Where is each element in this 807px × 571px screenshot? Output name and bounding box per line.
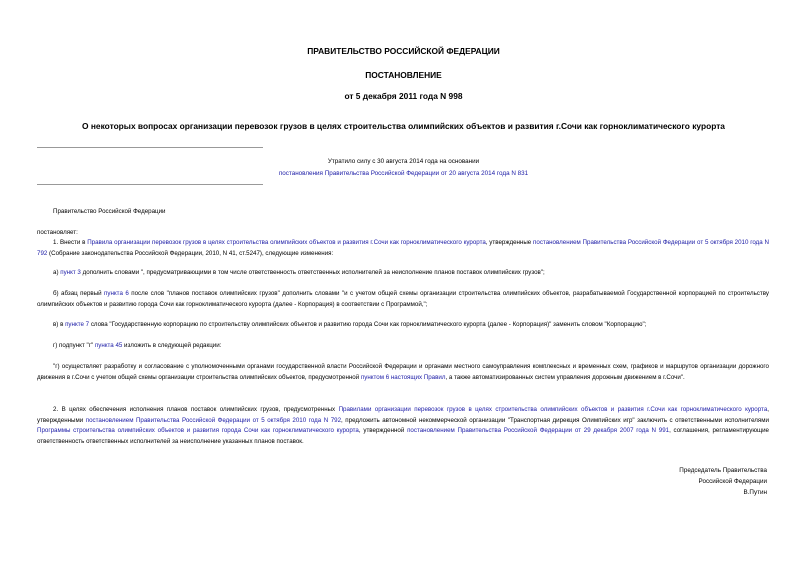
link-item-7[interactable]: пункте 7	[65, 321, 90, 328]
signature-position-line1: Председатель Правительства	[679, 467, 767, 474]
paragraph-quote: "г) осуществляет разработку и согласование с уполномоченными органами государственной власти Российской Федерации и органами местного самоуправления комплексных и временных схем, графиков и маршрутов организации дорожного движения в г.Сочи с учетом общей схемы организации строительства олимпийских объектов, предусмотренной пунктом 6 настоящих Правил, а также автоматизированных систем управления дорожным движением в г.Сочи".	[37, 363, 769, 381]
paragraph-v: в) в пункте 7 слова "Государственную корпорацию по строительству олимпийских объектов и развитию города Сочи как горноклиматического курорта (далее - Корпорация)" заменить словом "Корпорацию";	[53, 321, 647, 328]
signature-position-line2: Российской Федерации	[698, 478, 767, 485]
link-decree-991[interactable]: постановлением Правительства Российской Федерации от 29 декабря 2007 года N 991	[407, 427, 670, 435]
link-item-6-rules[interactable]: пунктом 6 настоящих Правил	[360, 373, 446, 381]
divider-top	[37, 147, 263, 148]
link-item-45[interactable]: пункта 45	[94, 342, 123, 349]
signature-block	[679, 465, 767, 498]
issuer-text: Правительство Российской Федерации	[53, 208, 166, 215]
link-decree-792[interactable]: постановлением Правительства Российской Федерации от 5 октября 2010 года N 792	[37, 239, 769, 257]
government-name: ПРАВИТЕЛЬСТВО РОССИЙСКОЙ ФЕДЕРАЦИИ	[307, 46, 500, 56]
link-transport-rules-2[interactable]: Правилами организации перевозок грузов в целях строительства олимпийских объектов и развития г.Сочи как горноклиматического курорта	[338, 406, 768, 413]
link-transport-rules[interactable]: Правила организации перевозок грузов в целях строительства олимпийских объектов и развития г.Сочи как горноклиматического курорта	[87, 239, 486, 246]
divider-bottom	[37, 184, 263, 185]
paragraph-a: а) пункт 3 дополнить словами ", предусматривающими в том числе ответственность ответственных исполнителей за неисполнение планов поставок олимпийских грузов";	[53, 269, 545, 276]
link-olympic-program[interactable]: Программы строительства олимпийских объектов и развития города Сочи как горноклиматического курорта	[37, 427, 359, 435]
status-note-text: Утратило силу с 30 августа 2014 года на основании	[327, 158, 480, 165]
link-item-6[interactable]: пункта 6	[104, 290, 129, 297]
paragraph-1: 1. Внести в Правила организации перевозок грузов в целях строительства олимпийских объектов и развития г.Сочи как горноклиматического курорта, утвержденные постановлением Правительства Российской Федерации от 5 октября 2010 года N 792 (Собрание законодательства Российской Федерации, 2010, N 41, ст.5247), следующие изменения:	[37, 239, 769, 257]
document-type: ПОСТАНОВЛЕНИЕ	[365, 70, 442, 80]
signature-name: В.Путин	[743, 489, 767, 496]
paragraph-g: г) подпункт "г" пункта 45 изложить в следующей редакции:	[53, 342, 222, 349]
paragraph-b: б) абзац первый пункта 6 после слов "планов поставок олимпийских грузов" дополнить словами "и с учетом общей схемы организации строительства олимпийских объектов, разрабатываемой Государственной корпорацией по строительству олимпийских объектов и развитию города Сочи как горноклиматического курорта (далее - Корпорация) в соответствии с Программой,";	[37, 290, 769, 308]
document-date-number: от 5 декабря 2011 года N 998	[344, 91, 463, 101]
paragraph-2: 2. В целях обеспечения исполнения планов поставок олимпийских грузов, предусмотренных Правилами организации перевозок грузов в целях строительства олимпийских объектов и развития г.Сочи как горноклиматического курорта, утвержденными постановлением Правительства Российской Федерации от 5 октября 2010 года N 792, предложить автономной некоммерческой организации "Транспортная дирекция Олимпийских игр" заключить с ответственными исполнителями Программы строительства олимпийских объектов и развития города Сочи как горноклиматического курорта, утвержденной постановлением Правительства Российской Федерации от 29 декабря 2007 года N 991, соглашения, регламентирующие ответственность ответственных исполнителей за неисполнение указанных планов поставок.	[37, 406, 769, 446]
decrees-text: постановляет:	[37, 229, 78, 236]
document-title: О некоторых вопросах организации перевозок грузов в целях строительства олимпийских объектов и развития г.Сочи как горноклиматического курорта	[82, 121, 725, 131]
link-decree-792-2[interactable]: постановлением Правительства Российской Федерации от 5 октября 2010 года N 792	[85, 416, 342, 424]
link-item-3[interactable]: пункт 3	[60, 269, 81, 276]
status-note-link[interactable]: постановления Правительства Российской Федерации от 20 августа 2014 года N 831	[278, 170, 529, 177]
